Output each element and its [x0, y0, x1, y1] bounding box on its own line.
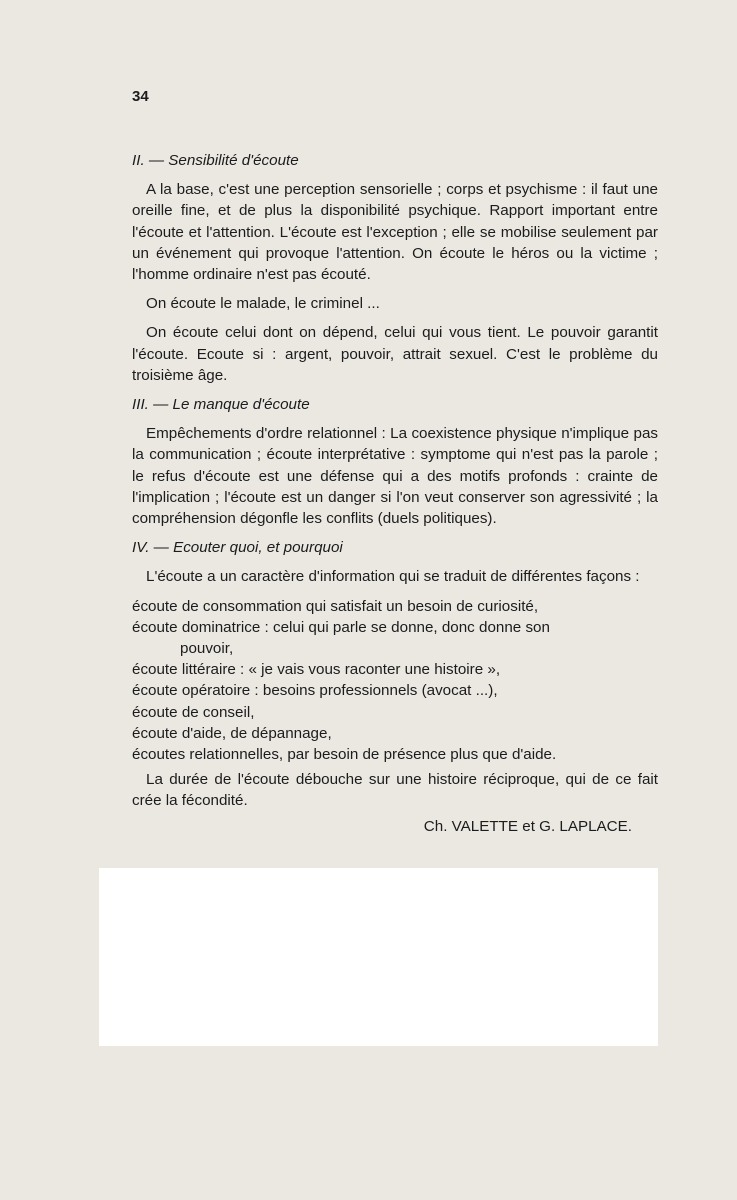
- paragraph: On écoute le malade, le criminel ...: [146, 295, 380, 313]
- paragraph: L'écoute a un caractère d'information qui se traduit de différentes façons :: [146, 568, 640, 586]
- section-heading-ecouter-quoi: IV. — Ecouter quoi, et pourquoi: [132, 539, 343, 557]
- list-item: écoute de consommation qui satisfait un besoin de curiosité,: [132, 597, 539, 615]
- closing-paragraph: La durée de l'écoute débouche sur une histoire réciproque, qui de ce fait crée la fécondité.: [132, 771, 658, 810]
- list-item: écoute littéraire : « je vais vous raconter une histoire »,: [132, 661, 501, 679]
- listening-types-list: [132, 596, 658, 766]
- paragraph: Empêchements d'ordre relationnel : La coexistence physique n'implique pas la communication ; écoute interprétative : symptome qui n'est pas la parole ; le refus d'écoute est une défense qui a des motifs profonds : crainte de l'implication ; l'écoute est un danger si l'on veut conserver son agressivité ; la compréhension dégonfle les conflits (duels politiques).: [132, 425, 658, 528]
- list-item: écoute opératoire : besoins professionnels (avocat ...),: [132, 682, 498, 700]
- list-item: écoute dominatrice : celui qui parle se donne, donc donne son: [132, 618, 550, 636]
- page-number: 34: [132, 88, 149, 105]
- author-signature: Ch. VALETTE et G. LAPLACE.: [423, 817, 632, 835]
- paragraph: A la base, c'est une perception sensorielle ; corps et psychisme : il faut une oreille fine, et de plus la disponibilité psychique. Rapport important entre l'écoute et l'attention. L'écoute est l'exception ; elle se mobilise seulement par un événement qui provoque l'attention. On écoute le héros ou la victime ; l'homme ordinaire n'est pas écouté.: [132, 181, 658, 284]
- section-heading-manque: III. — Le manque d'écoute: [132, 396, 310, 414]
- paragraph: On écoute celui dont on dépend, celui qui vous tient. Le pouvoir garantit l'écoute. Ecoute si : argent, pouvoir, attrait sexuel. C'est le problème du troisième âge.: [132, 324, 658, 384]
- list-item: écoute de conseil,: [132, 703, 255, 721]
- list-item: écoute d'aide, de dépannage,: [132, 724, 332, 742]
- list-item: pouvoir,: [180, 640, 234, 658]
- list-item: écoutes relationnelles, par besoin de présence plus que d'aide.: [132, 746, 557, 764]
- section-heading-sensibilite: II. — Sensibilité d'écoute: [132, 152, 299, 169]
- blank-white-area: [99, 868, 658, 1046]
- article-body: [132, 150, 658, 837]
